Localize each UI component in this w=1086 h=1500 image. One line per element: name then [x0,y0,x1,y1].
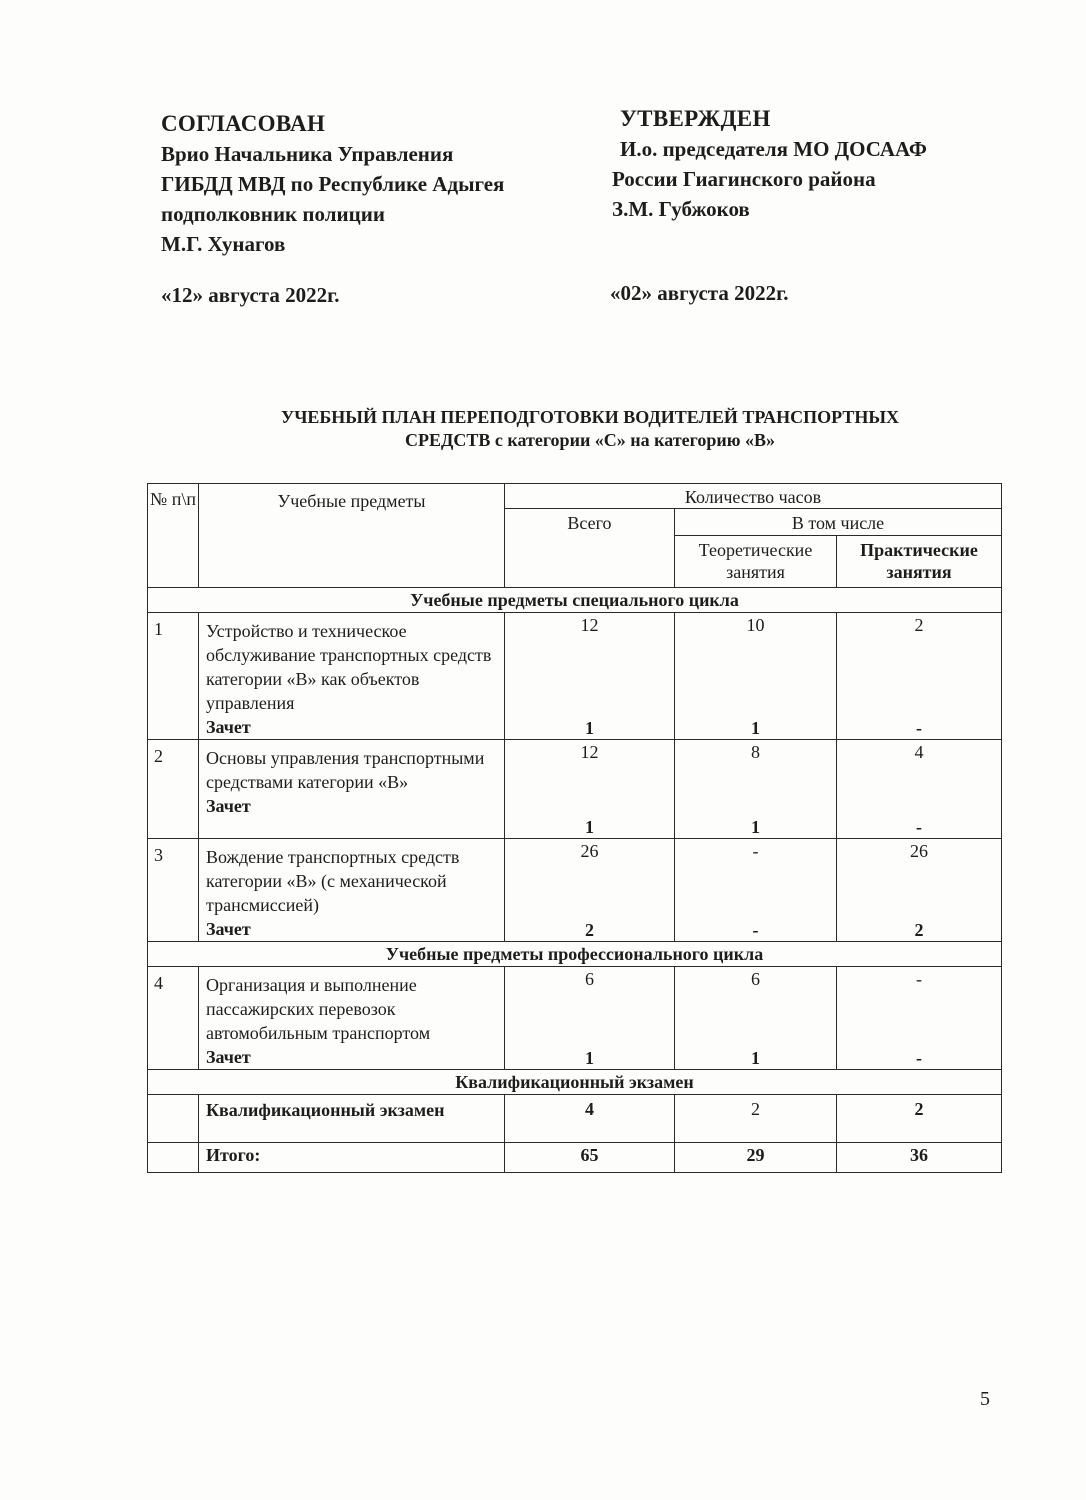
row-subject [199,740,505,839]
page-number: 5 [980,1388,990,1410]
agreed-title: СОГЛАСОВАН [161,111,326,136]
table-row [148,740,1002,839]
itogo-practice: 36 [837,1143,1002,1173]
theory-cell: - - [675,839,837,942]
exam-num-cell [148,1095,199,1143]
table-row [148,967,1002,1070]
practice-cell: 4 - [837,740,1002,839]
subject-text: Вождение транспортных средств категории «В» (с механической трансмиссией) [206,847,460,915]
theory-cell: 10 1 [675,613,837,740]
agreed-date: «12» августа 2022г. [161,283,340,307]
exam-theory: 2 [675,1095,837,1143]
title-line-1: УЧЕБНЫЙ ПЛАН ПЕРЕПОДГОТОВКИ ВОДИТЕЛЕЙ ТРАНСПОРТНЫХ [280,407,900,427]
section-special: Учебные предметы специального цикла [148,588,1002,613]
practice-cell: 26 2 [837,839,1002,942]
curriculum-table [147,483,1002,1173]
total-cell: 12 1 [505,613,675,740]
theory-cell: 6 1 [675,967,837,1070]
header-num: № п\п [148,484,199,588]
table-row [148,839,1002,942]
row-num: 1 [148,613,199,740]
subject-text: Основы управления транспортными средствами категории «В» [206,748,485,792]
section-exam: Квалификационный экзамен [148,1070,1002,1095]
practice-cell: 2 - [837,613,1002,740]
title-line-2: СРЕДСТВ с категории «С» на категорию «В» [404,430,776,450]
exam-row [148,1095,1002,1143]
header-hours: Количество часов [505,484,1002,509]
agreed-name: М.Г. Хунагов [161,232,286,256]
zachet-label: Зачет [206,919,251,939]
approved-organization: России Гиагинского района [612,167,876,191]
row-subject [199,839,505,942]
header-practice: Практические занятия [837,536,1002,588]
zachet-label: Зачет [206,717,251,737]
zachet-label: Зачет [206,796,251,816]
theory-cell: 8 1 [675,740,837,839]
subject-text: Устройство и техническое обслуживание транспортных средств категории «В» как объектов управления [206,621,492,713]
total-cell: 6 1 [505,967,675,1070]
agreed-rank: подполковник полиции [161,202,385,226]
approval-block-approved [612,104,1052,224]
approval-block-agreed [161,109,591,259]
row-subject [199,613,505,740]
agreed-department: ГИБДД МВД по Республике Адыгея [161,172,505,196]
exam-label: Квалификационный экзамен [199,1095,505,1143]
exam-total: 4 [505,1095,675,1143]
document-title [150,406,1030,452]
total-row [148,1143,1002,1173]
header-total: Всего [505,509,675,588]
exam-practice: 2 [837,1095,1002,1143]
header-including: В том числе [675,509,1002,536]
approved-date: «02» августа 2022г. [610,281,789,305]
agreed-position: Врио Начальника Управления [161,142,454,166]
total-cell: 26 2 [505,839,675,942]
row-num: 3 [148,839,199,942]
practice-cell: - - [837,967,1002,1070]
row-subject [199,967,505,1070]
total-num-cell [148,1143,199,1173]
table-row [148,613,1002,740]
header-theory: Теоретические занятия [675,536,837,588]
approved-position: И.о. председателя МО ДОСААФ [620,137,927,161]
row-num: 4 [148,967,199,1070]
itogo-label: Итого: [199,1143,505,1173]
section-professional: Учебные предметы профессионального цикла [148,942,1002,967]
header-subjects: Учебные предметы [199,484,505,588]
total-cell: 12 1 [505,740,675,839]
row-num: 2 [148,740,199,839]
subject-text: Организация и выполнение пассажирских перевозок автомобильным транспортом [206,975,431,1043]
zachet-label: Зачет [206,1047,251,1067]
approved-name: З.М. Губжоков [612,197,750,221]
itogo-theory: 29 [675,1143,837,1173]
itogo-total: 65 [505,1143,675,1173]
approved-title: УТВЕРЖДЕН [620,106,771,131]
